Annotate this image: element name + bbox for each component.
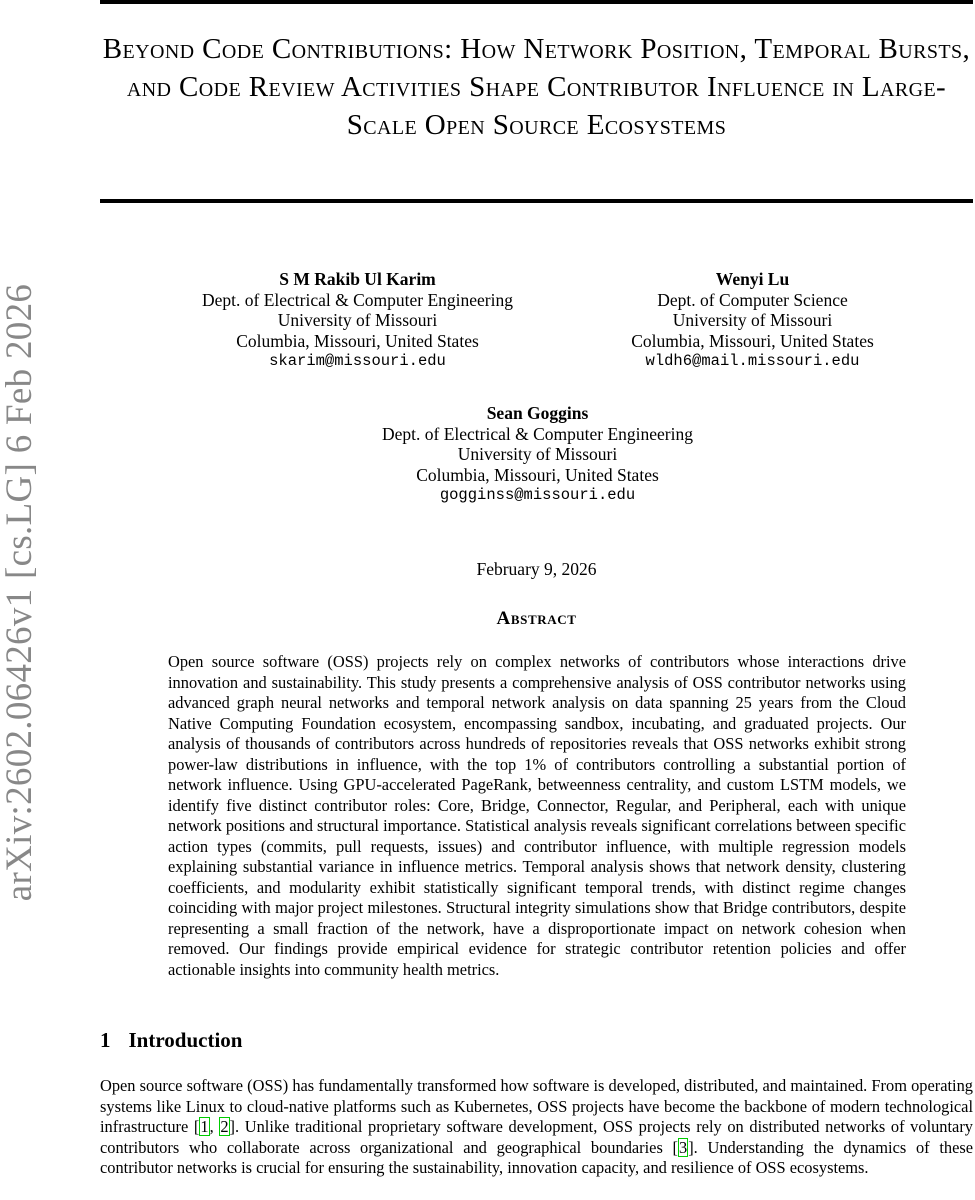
author-university: University of Missouri [457,444,618,464]
abstract-text: Open source software (OSS) projects rely on complex networks of contributors whose interactions drive innovation and sustainability. This study presents a comprehensive analysis of OSS contributor networks using advanced graph neural networks and temporal network analysis on data spanning 25 years from the Cloud Native Computing Foundation ecosystem, encompassing sandbox, incubating, and graduated projects. Our analysis of thousands of contributors across hundreds of repositories reveals that OSS networks exhibit strong power-law distributions in influence, with the top 1% of contributors controlling a substantial portion of network influence. Using GPU-accelerated PageRank, betweenness centrality, and custom LSTM models, we identify five distinct contributor roles: Core, Bridge, Connector, Regular, and Peripheral, each with unique network positions and structural importance. Statistical analysis reveals significant correlations between specific action types (commits, pull requests, issues) and contributor influence, with multiple regression models explaining substantial variance in influence metrics. Temporal analysis shows that network density, clustering coefficients, and modularity exhibit statistically significant temporal trends, with distinct regime changes coinciding with major project milestones. Structural integrity simulations show that Bridge contributors, despite representing a small fraction of the network, have a disproportionate impact on network cohesion when removed. Our findings provide empirical evidence for strategic contributor retention policies and offer actionable insights into community health metrics. [168,652,906,979]
arxiv-side-identifier-wrap [0,272,40,912]
abstract-heading: Abstract [496,608,577,629]
section-heading [100,1028,242,1053]
intro-paragraph [100,1076,973,1179]
intro-text-1: Open source software (OSS) has fundamentally transformed how software is developed, distributed, and maintained. From operating systems like Linux to cloud-native platforms such as Kubernetes, OSS projects have become the backbone of modern technological infrastructure [ [100,1076,973,1136]
intro-text-2: ]. Unlike traditional proprietary software development, OSS projects rely on distributed networks of voluntary contributors who collaborate across organizational and geographical boundaries [ [100,1117,973,1157]
author-name: Wenyi Lu [715,269,790,289]
author-dept: Dept. of Electrical & Computer Engineering [381,423,693,444]
author-email[interactable]: skarim@missouri.edu [269,352,446,370]
paper-title: Beyond Code Contributions: How Network Position, Temporal Bursts, and Code Review Activities Shape Contributor Influence in Large-Scale Open Source Ecosystems [102,33,971,141]
author-block-2 [560,269,945,372]
section-number: 1 [100,1028,111,1052]
author-location: Columbia, Missouri, United States [631,330,874,351]
author-dept: Dept. of Computer Science [657,289,848,310]
author-block-1 [150,269,565,372]
title-rule-bottom [100,199,973,203]
citation-separator: , [209,1117,220,1136]
arxiv-side-identifier: arXiv:2602.06426v1 [cs.LG] 6 Feb 2026 [0,283,41,901]
citation-link[interactable]: 2 [220,1117,229,1136]
author-location: Columbia, Missouri, United States [236,330,479,351]
paper-date: February 9, 2026 [476,559,597,579]
citation-link[interactable]: 3 [679,1137,688,1157]
intro-text-3: ]. Understanding the dynamics of these contributor networks is crucial for ensuring the sustainability, innovation capacity, and resilience of OSS ecosystems. [100,1137,973,1177]
author-name: S M Rakib Ul Karim [279,269,436,289]
author-university: University of Missouri [672,310,833,330]
author-dept: Dept. of Electrical & Computer Engineering [201,289,513,310]
title-rule-top [100,0,973,4]
section-title: Introduction [128,1028,243,1052]
author-email[interactable]: gogginss@missouri.edu [439,486,636,504]
author-block-3 [330,403,745,506]
author-email[interactable]: wldh6@mail.missouri.edu [645,352,860,370]
author-name: Sean Goggins [486,403,589,423]
citation-link[interactable]: 1 [200,1117,209,1136]
author-location: Columbia, Missouri, United States [416,464,659,485]
author-university: University of Missouri [277,310,438,330]
